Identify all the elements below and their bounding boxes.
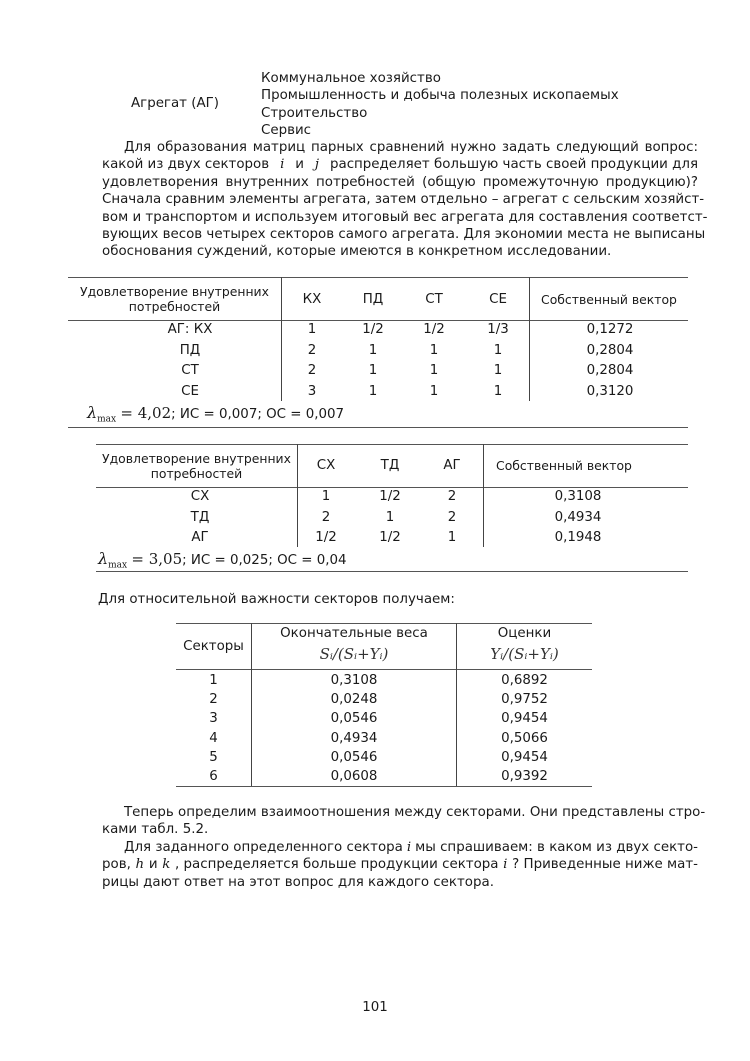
cell: 1/3 — [487, 322, 509, 337]
header-col: СЕ — [489, 292, 507, 307]
row-label: СЕ — [181, 384, 199, 399]
cell-sector: 4 — [209, 730, 218, 746]
header-label: Удовлетворение внутренних потребностей — [80, 284, 269, 314]
text-line: вом и транспортом и используем итоговый вес агрегата для составления соответст- — [102, 209, 708, 225]
table-header-rule — [176, 669, 592, 670]
table-row — [176, 731, 592, 750]
cell: 1 — [307, 322, 317, 337]
cell: 1/2 — [315, 530, 337, 545]
cell: 3 — [307, 384, 317, 399]
header-sectors: Секторы — [183, 639, 244, 654]
cell: 2 — [447, 489, 457, 504]
text-fragment: какой из двух секторов — [102, 157, 270, 173]
lambda-symbol: λ — [98, 549, 109, 568]
table-top-rule — [176, 623, 592, 624]
cell: 2 — [307, 343, 317, 358]
text-line — [102, 856, 698, 873]
aggregate-list — [261, 70, 619, 140]
text-fragment: , распределяется больше продукции сектора — [175, 857, 499, 873]
cell-sector: 2 — [209, 692, 218, 708]
cell-sector: 5 — [209, 749, 218, 765]
header-col: КХ — [302, 292, 322, 307]
cell: 1 — [368, 363, 378, 378]
cell-vector: 0,4934 — [554, 510, 602, 525]
cell-weight: 0,0248 — [330, 692, 378, 708]
aggregate-item: Коммунальное хозяйство — [261, 71, 441, 86]
cell-vector: 0,3120 — [586, 384, 634, 399]
math-var-i: i — [406, 840, 412, 855]
lambda-subscript: max — [108, 560, 128, 571]
header-vector: Собственный вектор — [541, 292, 677, 307]
cell: 1 — [321, 489, 331, 504]
header-col: ПД — [362, 292, 384, 307]
cell: 1/2 — [379, 489, 401, 504]
table-row — [176, 769, 592, 788]
text-line: рицы дают ответ на этот вопрос для каждого сектора. — [102, 874, 494, 890]
cell: 1 — [368, 343, 378, 358]
math-var-j: j — [314, 157, 320, 173]
math-var-k: k — [162, 857, 171, 873]
table-row — [176, 692, 592, 711]
text-line: обоснования суждений, которые имеются в конкретном исследовании. — [102, 244, 612, 260]
header-col: СХ — [316, 458, 336, 473]
cell: 2 — [321, 510, 331, 525]
consistency-stats — [98, 549, 347, 571]
header-scores: Оценки — [497, 626, 552, 641]
table-bottom-rule — [68, 427, 688, 428]
cell: 2 — [307, 363, 317, 378]
header-weights: Окончательные веса — [280, 626, 428, 641]
cell-vector: 0,1948 — [554, 530, 602, 545]
cell: 1 — [493, 363, 503, 378]
text-fragment: мы спрашиваем: в каком из двух секто- — [415, 840, 698, 855]
cell: 1 — [429, 363, 439, 378]
table-top-rule — [68, 277, 688, 278]
cell-score: 0,5066 — [501, 730, 548, 746]
cell: 1 — [493, 384, 503, 399]
cell-sector: 3 — [209, 711, 218, 727]
aggregate-item: Строительство — [261, 105, 368, 121]
table-divider — [281, 277, 282, 401]
cell-weight: 0,0546 — [330, 711, 378, 727]
row-label: АГ — [191, 530, 209, 545]
math-var-i: i — [280, 157, 285, 173]
lambda-subscript: max — [97, 414, 117, 425]
intro-relative-importance: Для относительной важности секторов получаем: — [98, 592, 455, 607]
header-label: Удовлетворение внутренних потребностей — [102, 451, 291, 481]
cell-vector: 0,2804 — [586, 363, 634, 378]
aggregate-item: Сервис — [261, 123, 312, 139]
row-label: АГ: КХ — [167, 322, 213, 337]
text-line: удовлетворения внутренних потребностей (общую промежуточную продукцию)? — [102, 174, 698, 190]
cell-score: 0,9454 — [501, 711, 548, 727]
lambda-value: = 4,02 — [120, 404, 172, 422]
table-body — [176, 673, 592, 788]
cell: 1 — [429, 384, 439, 399]
table-top-rule — [96, 444, 688, 445]
cell-sector: 1 — [209, 673, 218, 688]
lambda-symbol: λ — [87, 403, 98, 422]
cell-weight: 0,0546 — [330, 749, 378, 765]
aggregate-item: Промышленность и добыча полезных ископаемых — [261, 88, 619, 104]
text-line: Теперь определим взаимоотношения между секторами. Они представлены стро- — [124, 805, 706, 820]
cell-vector: 0,2804 — [586, 343, 634, 358]
paragraph-sector-question — [102, 839, 698, 891]
cell-score: 0,9454 — [501, 749, 548, 765]
header-scores-formula: Yᵢ/(Sᵢ+Yᵢ) — [490, 645, 559, 663]
row-label: ТД — [190, 510, 210, 525]
text-fragment: ? Приведенные ниже мат- — [512, 857, 698, 873]
cell: 1 — [429, 343, 439, 358]
stats-text: ; ИС = 0,007; ОС = 0,007 — [171, 407, 345, 422]
table-bottom-rule — [96, 571, 688, 572]
text-fragment: распределяет большую часть своей продукции для — [329, 157, 698, 173]
table-header-rule — [96, 487, 688, 488]
cell-score: 0,6892 — [501, 673, 548, 688]
header-vector: Собственный вектор — [496, 458, 632, 473]
cell: 1 — [368, 384, 378, 399]
page-number: 101 — [362, 1000, 388, 1015]
row-label: СХ — [190, 489, 210, 504]
cell: 2 — [447, 510, 457, 525]
text-line: Для образования матриц парных сравнений нужно задать следующий вопрос: — [124, 140, 698, 155]
paragraph-relations — [102, 804, 706, 839]
cell-weight: 0,3108 — [330, 673, 378, 688]
header-col: ТД — [380, 458, 400, 473]
table-row — [176, 673, 592, 692]
math-var-i: i — [503, 857, 508, 873]
cell-weight: 0,4934 — [330, 730, 378, 746]
table-row — [176, 711, 592, 730]
cell: 1 — [385, 510, 395, 525]
aggregate-label: Агрегат (АГ) — [131, 96, 220, 111]
cell: 1 — [447, 530, 457, 545]
row-label: ПД — [179, 343, 201, 358]
cell: 1/2 — [362, 322, 384, 337]
header-col: СТ — [425, 292, 443, 307]
text-fragment: и — [295, 157, 304, 173]
text-fragment: ров, — [102, 857, 131, 873]
text-line: ками табл. 5.2. — [102, 822, 209, 838]
paragraph-pairwise-question — [102, 139, 708, 261]
cell-vector: 0,3108 — [554, 489, 602, 504]
lambda-value: = 3,05 — [131, 550, 183, 568]
header-weights-formula: Sᵢ/(Sᵢ+Yᵢ) — [319, 645, 389, 663]
text-fragment: и — [148, 857, 158, 873]
cell-score: 0,9392 — [501, 768, 548, 784]
math-var-h: h — [135, 857, 145, 873]
stats-text: ; ИС = 0,025; ОС = 0,04 — [182, 553, 347, 568]
text-line: Сначала сравним элементы агрегата, затем отдельно – агрегат с сельским хозяйст- — [102, 192, 705, 208]
text-line — [102, 156, 698, 173]
text-fragment: Для заданного определенного сектора — [124, 840, 403, 855]
consistency-stats — [87, 403, 344, 425]
table-row — [176, 750, 592, 769]
cell: 1 — [493, 343, 503, 358]
cell: 1/2 — [423, 322, 445, 337]
cell-sector: 6 — [209, 768, 218, 784]
row-label: СТ — [181, 363, 199, 378]
text-line — [102, 839, 698, 856]
table-divider — [297, 444, 298, 547]
cell-score: 0,9752 — [501, 692, 548, 708]
header-col: АГ — [443, 458, 461, 473]
cell-weight: 0,0608 — [330, 768, 378, 784]
text-line: вующих весов четырех секторов самого агрегата. Для экономии места не выписаны — [102, 226, 706, 242]
table-header-rule — [68, 320, 688, 321]
cell: 1/2 — [379, 530, 401, 545]
cell-vector: 0,1272 — [586, 322, 634, 337]
